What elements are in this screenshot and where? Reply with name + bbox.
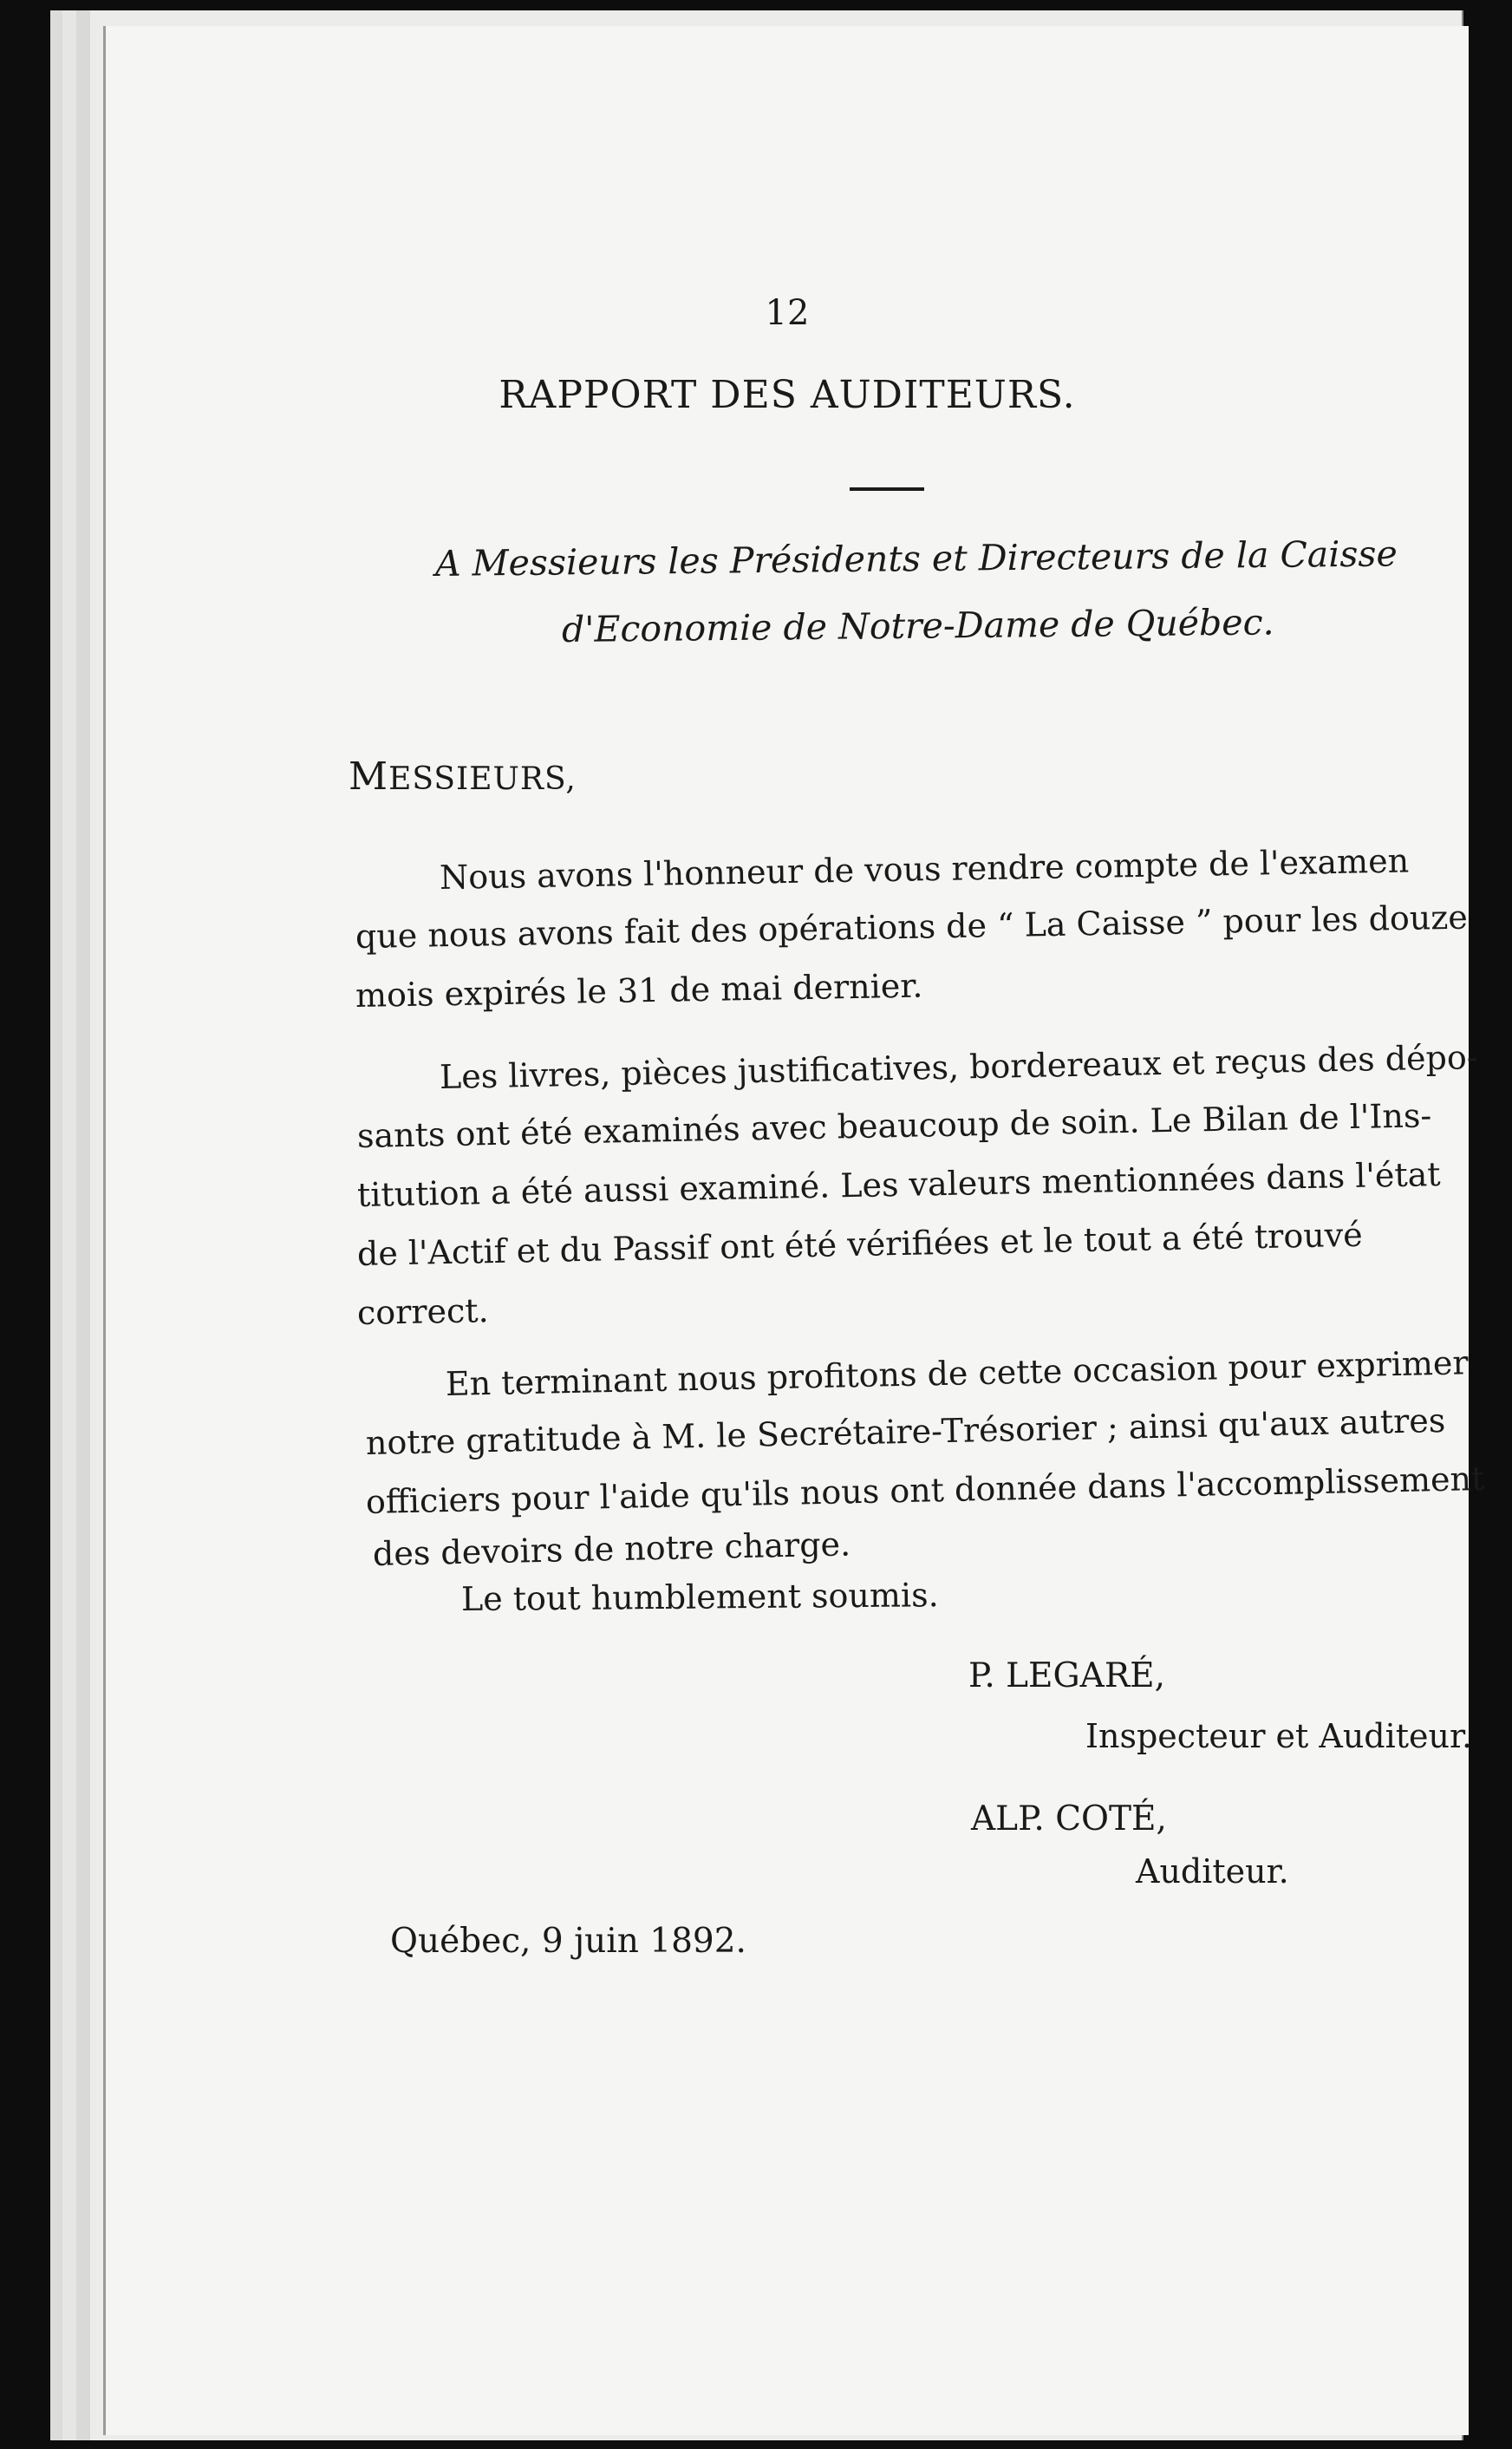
- paragraph-1-line-3: mois expirés le 31 de mai dernier.: [355, 966, 923, 1015]
- document-page: [106, 26, 1485, 2435]
- paragraph-1-line-1: Nous avons l'honneur de vous rendre compte de l'examen: [439, 841, 1410, 897]
- paragraph-2-line-3: titution a été aussi examiné. Les valeurs mentionnées dans l'état: [356, 1155, 1441, 1214]
- address-line-1: A Messieurs les Présidents et Directeurs de la Caisse: [434, 532, 1398, 584]
- salutation-rest: ESSIEURS,: [388, 761, 577, 797]
- salutation-initial: M: [349, 754, 389, 799]
- page-number: 12: [765, 293, 810, 333]
- address-line-2: d'Economie de Notre-Dame de Québec.: [561, 601, 1274, 650]
- paragraph-1-line-2: que nous avons fait des opérations de “ La Caisse ” pour les douze: [355, 898, 1469, 956]
- paragraph-2-line-5: correct.: [356, 1291, 490, 1332]
- place-and-date: Québec, 9 juin 1892.: [390, 1922, 746, 1961]
- signatory-2-name: ALP. COTÉ,: [971, 1799, 1167, 1838]
- signatory-1-name: P. LEGARÉ,: [968, 1656, 1166, 1695]
- signatory-1-title: Inspecteur et Auditeur.: [1085, 1717, 1473, 1755]
- paragraph-2-line-1: Les livres, pièces justificatives, bordereaux et reçus des dépo-: [439, 1038, 1478, 1096]
- paragraph-3-line-3: officiers pour l'aide qu'ils nous ont donnée dans l'accomplissement: [365, 1459, 1485, 1521]
- paragraph-2-line-4: de l'Actif et du Passif ont été vérifiées et le tout a été trouvé: [356, 1215, 1364, 1273]
- salutation: [349, 754, 577, 799]
- closing-line: Le tout humblement soumis.: [460, 1576, 939, 1618]
- paragraph-2-line-2: sants ont été examinés avec beaucoup de soin. Le Bilan de l'Ins-: [356, 1096, 1432, 1155]
- page-title: RAPPORT DES AUDITEURS.: [499, 373, 1076, 417]
- title-rule: [850, 487, 924, 491]
- signatory-2-title: Auditeur.: [1136, 1852, 1289, 1891]
- paragraph-3-line-1: En terminant nous profitons de cette occasion pour exprimer: [445, 1343, 1470, 1403]
- paragraph-3-line-2: notre gratitude à M. le Secrétaire-Trésorier ; ainsi qu'aux autres: [365, 1401, 1446, 1462]
- paragraph-3-line-4: des devoirs de notre charge.: [372, 1525, 851, 1573]
